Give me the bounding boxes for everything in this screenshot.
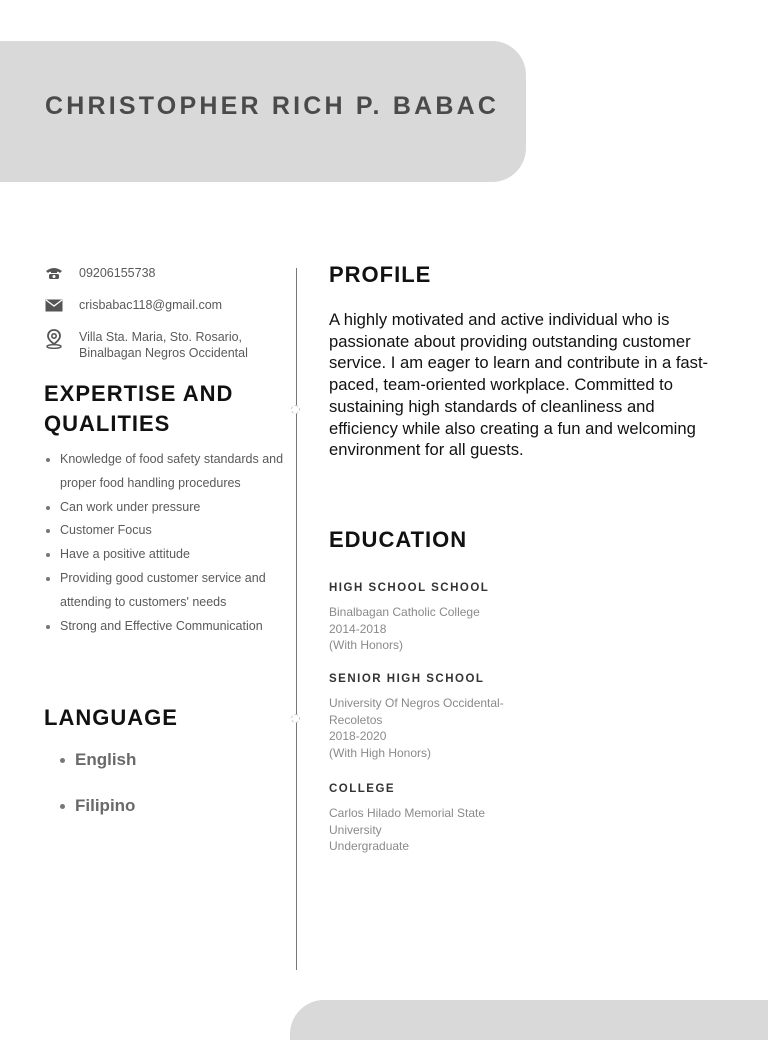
education-level: COLLEGE bbox=[329, 783, 396, 795]
expertise-item: Knowledge of food safety standards and proper food handling procedures bbox=[60, 448, 290, 496]
expertise-item: Customer Focus bbox=[60, 519, 290, 543]
address bbox=[79, 329, 248, 361]
phone-icon bbox=[44, 265, 64, 281]
education-line: Undergraduate bbox=[329, 839, 410, 854]
expertise-item: Have a positive attitude bbox=[60, 543, 290, 567]
education-line: (With High Honors) bbox=[329, 746, 432, 761]
email-icon bbox=[44, 297, 64, 313]
language-item: English bbox=[75, 747, 136, 793]
education-line: Binalbagan Catholic College bbox=[329, 605, 480, 619]
location-icon bbox=[44, 329, 64, 349]
education-line: University bbox=[329, 822, 382, 837]
education-details bbox=[329, 604, 559, 654]
address-line-1: Villa Sta. Maria, Sto. Rosario, bbox=[79, 330, 243, 344]
education-level: SENIOR HIGH SCHOOL bbox=[329, 673, 485, 685]
footer-band bbox=[290, 1000, 768, 1040]
expertise-title bbox=[44, 379, 233, 439]
expertise-list bbox=[44, 448, 290, 638]
phone-number: 09206155738 bbox=[79, 266, 156, 280]
expertise-item: Strong and Effective Communication bbox=[60, 615, 290, 639]
education-title: EDUCATION bbox=[329, 527, 468, 552]
education-details bbox=[329, 805, 559, 855]
education-line: Carlos Hilado Memorial State bbox=[329, 806, 486, 820]
divider-node bbox=[291, 405, 300, 414]
language-item: Filipino bbox=[75, 793, 136, 839]
education-line: Recoletos bbox=[329, 712, 383, 727]
education-level: HIGH SCHOOL SCHOOL bbox=[329, 582, 490, 594]
email-address: crisbabac118@gmail.com bbox=[79, 298, 223, 312]
expertise-item: Can work under pressure bbox=[60, 496, 290, 520]
divider-node bbox=[291, 714, 300, 723]
profile-title: PROFILE bbox=[329, 262, 432, 287]
language-title: LANGUAGE bbox=[44, 705, 178, 730]
education-line: 2018-2020 bbox=[329, 729, 387, 744]
expertise-title-line-1: EXPERTISE AND bbox=[44, 381, 234, 406]
contact-phone bbox=[44, 265, 155, 281]
contact-email bbox=[44, 297, 222, 313]
expertise-title-line-2: QUALITIES bbox=[44, 411, 171, 436]
contact-address bbox=[44, 329, 248, 361]
address-line-2: Binalbagan Negros Occidental bbox=[79, 346, 248, 360]
education-details bbox=[329, 695, 559, 762]
education-line: (With Honors) bbox=[329, 638, 404, 653]
expertise-item: Providing good customer service and attending to customers' needs bbox=[60, 567, 290, 615]
profile-text: A highly motivated and active individual who is passionate about providing outstanding customer service. I am eager to learn and contribute in a fast-paced, team-oriented workplace. Committed to sustaining high standards of cleanliness and efficiency while also creating a fun and welcoming environment for all guests. bbox=[329, 310, 709, 460]
column-divider bbox=[296, 268, 297, 970]
education-line: University Of Negros Occidental- bbox=[329, 696, 504, 710]
education-line: 2014-2018 bbox=[329, 621, 387, 636]
resume-name: CHRISTOPHER RICH P. BABAC bbox=[45, 92, 500, 120]
language-list bbox=[44, 747, 136, 839]
